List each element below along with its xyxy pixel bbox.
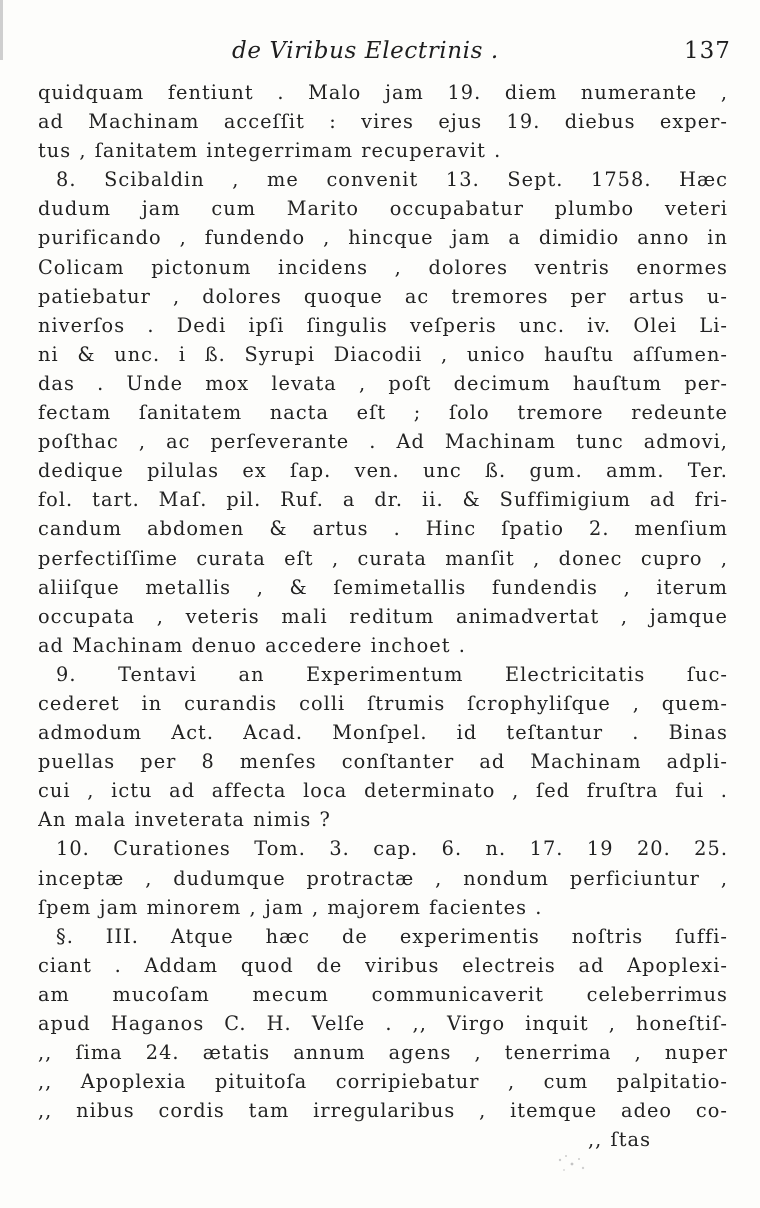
text-line: fol. tart. Maſ. pil. Ruf. a dr. ii. & Suffimigium ad fri- (38, 488, 728, 512)
text-line: perfectiſſime curata eſt , curata manſit , donec cupro , (38, 546, 728, 570)
text-line: ad Machinam denuo accedere inchoet . (38, 633, 466, 657)
text-line: ciant . Addam quod de viribus electreis ad Apoplexi- (38, 953, 728, 977)
text-line: dedique pilulas ex ſap. ven. unc ß. gum. amm. Ter. (38, 459, 728, 483)
stain-mark (552, 1150, 592, 1178)
page-header (0, 38, 760, 74)
text-line: Colicam pictonum incidens , dolores ventris enormes (38, 255, 728, 279)
body-text (38, 78, 728, 1154)
text-line: patiebatur , dolores quoque ac tremores per artus u- (38, 284, 728, 308)
text-line: 8. Scibaldin , me convenit 13. Sept. 1758. Hæc (56, 168, 728, 192)
text-line: cui , ictu ad affecta loca determinato , ſed fruſtra fui . (38, 779, 728, 803)
text-line: cederet in curandis colli ſtrumis ſcrophyliſque , quem- (38, 691, 728, 715)
text-line: am mucoſam mecum communicaverit celeberrimus (38, 982, 728, 1006)
text-line: apud Haganos C. H. Velſe . ,, Virgo inquit , honeſtiſ- (38, 1012, 728, 1035)
text-line: inceptæ , dudumque protractæ , nondum perficiuntur , (38, 866, 728, 890)
running-title: de Viribus Electrinis . (232, 38, 499, 64)
text-line: candum abdomen & artus . Hinc ſpatio 2. menſium (38, 517, 728, 541)
text-line: 10. Curationes Tom. 3. cap. 6. n. 17. 19 20. 25. (56, 837, 728, 861)
ink-stain (552, 1150, 592, 1178)
text-line: aliiſque metallis , & ſemimetallis fundendis , iterum (38, 575, 728, 599)
text-line: ,, Apoplexia pituitoſa corripiebatur , cum palpitatio- (38, 1070, 728, 1094)
text-line: dudum jam cum Marito occupabatur plumbo veteri (38, 197, 728, 221)
text-line: ad Machinam acceſſit : vires ejus 19. diebus exper- (38, 110, 728, 134)
text-line: occupata , veteris mali reditum animadvertat , jamque (38, 604, 728, 628)
text-line: ſpem jam minorem , jam , majorem facientes . (38, 895, 543, 919)
text-line: ,, nibus cordis tam irregularibus , itemque adeo co- (38, 1099, 728, 1123)
text-line: ,, ſima 24. ætatis annum agens , tenerrima , nuper (38, 1041, 728, 1065)
text-line: tus , ſanitatem integerrimam recuperavit . (38, 139, 502, 163)
text-line: purificando , fundendo , hincque jam a dimidio anno in (38, 226, 728, 250)
text-line: §. III. Atque hæc de experimentis noſtris ſuffi- (56, 924, 728, 948)
text-line: niverſos . Dedi ipſi ſingulis veſperis unc. iv. Olei Li- (38, 313, 728, 337)
text-line: poſthac , ac perſeverante . Ad Machinam tunc admovi, (38, 430, 728, 454)
text-line: admodum Act. Acad. Monſpel. id teſtantur . Binas (38, 721, 728, 745)
text-line: puellas per 8 menſes conſtanter ad Machinam adpli- (38, 750, 728, 774)
page-number: 137 (684, 38, 731, 64)
text-line: quidquam fentiunt . Malo jam 19. diem numerante , (38, 81, 728, 104)
text-line: das . Unde mox levata , poſt decimum hauſtum per- (38, 371, 728, 395)
text-line: ni & unc. i ß. Syrupi Diacodii , unico hauſtu aſſumen- (38, 342, 728, 366)
text-line: 9. Tentavi an Experimentum Electricitatis ſuc- (56, 662, 728, 686)
text-line: fectam ſanitatem nacta eſt ; ſolo tremore redeunte (38, 401, 728, 425)
text-line: An mala inveterata nimis ? (38, 808, 331, 832)
catchword: ,, ſtas (588, 1128, 652, 1152)
